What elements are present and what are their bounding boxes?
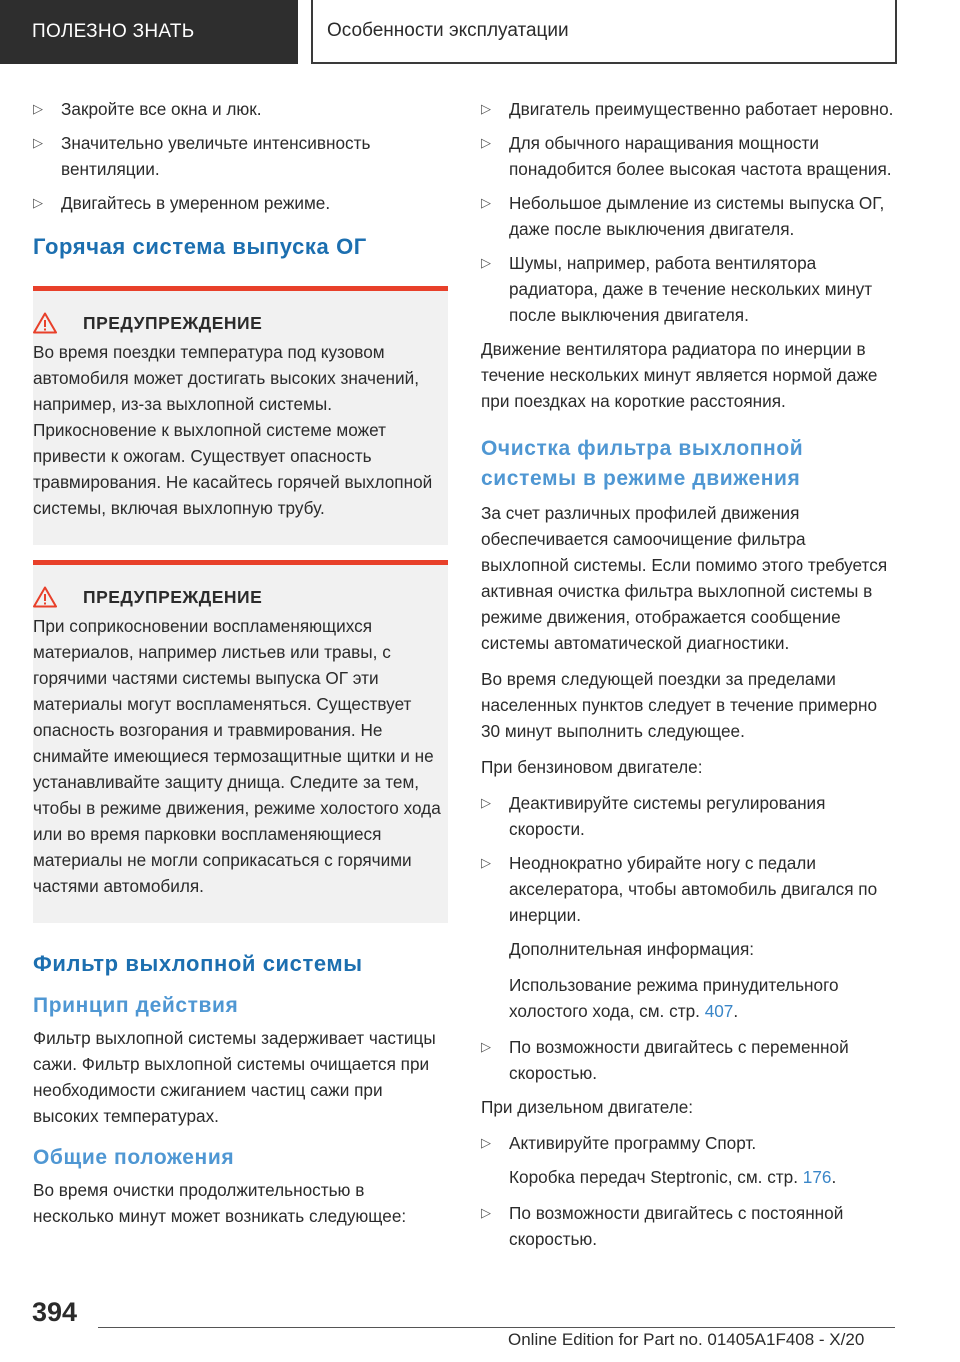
bullet-text: Значительно увеличьте интенсивность вентиляции.	[61, 133, 371, 179]
left-column	[33, 96, 448, 1239]
bullet-text: Двигайтесь в умеренном режиме.	[61, 193, 331, 213]
general-text: Во время очистки продолжительностью в несколько минут может возникать следующее:	[33, 1180, 407, 1226]
bullet-triangle-icon: ▷	[481, 135, 491, 150]
principle-text: Фильтр выхлопной системы задерживает частицы сажи. Фильтр выхлопной системы очищается при необходимости сжиганием частиц сажи при высоких температурах.	[33, 1028, 436, 1126]
trip-text: Во время следующей поездки за пределами населенных пунктов следует в течение примерно 30 минут выполнить следующее.	[481, 669, 878, 741]
page-link-407[interactable]: 407	[704, 1001, 734, 1021]
bullet-triangle-icon: ▷	[33, 135, 43, 150]
list-item	[481, 790, 897, 842]
bullet-triangle-icon: ▷	[481, 795, 491, 810]
bullet-triangle-icon: ▷	[33, 195, 43, 210]
bullet-triangle-icon: ▷	[481, 1135, 491, 1150]
bullet-text: По возможности двигайтесь с постоянной скоростью.	[509, 1203, 844, 1249]
list-item	[33, 190, 448, 216]
bullet-text: Деактивируйте системы регулирования скорости.	[509, 793, 826, 839]
header-title: Особенности эксплуатации	[327, 20, 569, 41]
period: .	[733, 1001, 739, 1021]
warning-text: При соприкосновении воспламеняющихся материалов, например листьев или травы, с горячими частями системы выпуска ОГ эти материалы могут воспламеняться. Существует опасность возгорания и травмирования. Не снимайте имеющиеся термозащитные щитки и не устанавливайте защиту днища. Следите за тем, чтобы в режиме движения, режиме холостого хода или во время парковки воспламеняющиеся материалы не могли соприкасаться с горячими частями автомобиля.	[33, 616, 441, 896]
warning-title-text: ПРЕДУПРЕЖДЕНИЕ	[83, 313, 263, 333]
fan-text: Движение вентилятора радиатора по инерции в течение нескольких минут является нормой даже при поездках на короткие расстояния.	[481, 339, 878, 411]
bullet-text: По возможности двигайтесь с переменной скоростью.	[509, 1037, 849, 1083]
page-number: 394	[32, 1297, 78, 1327]
list-item	[481, 130, 897, 182]
bullet-triangle-icon: ▷	[481, 1039, 491, 1054]
warning-title	[33, 311, 448, 335]
header-section-tab	[0, 0, 298, 64]
bullet-text: Закройте все окна и люк.	[61, 99, 262, 119]
list-item	[481, 1130, 897, 1156]
diesel-label: При дизельном двигателе:	[481, 1097, 694, 1117]
bullet-text: Для обычного наращивания мощности понадобится более высокая частота вращения.	[509, 133, 892, 179]
warning-title-text: ПРЕДУПРЕЖДЕНИЕ	[83, 587, 263, 607]
bullet-triangle-icon: ▷	[481, 255, 491, 270]
coast-reference	[481, 972, 897, 1024]
coast-text: Использование режима принудительного холостого хода, см. стр.	[509, 975, 839, 1021]
heading-general: Общие положения	[33, 1146, 235, 1169]
right-column	[481, 96, 897, 1260]
warning-triangle-icon	[33, 312, 57, 334]
bullet-text: Неоднократно убирайте ногу с педали акселератора, чтобы автомобиль двигался по инерции.	[509, 853, 878, 925]
period: .	[831, 1167, 837, 1187]
list-item	[481, 190, 897, 242]
heading-hot-exhaust: Горячая система выпуска ОГ	[33, 234, 367, 259]
bullet-triangle-icon: ▷	[481, 101, 491, 116]
bullet-text: Шумы, например, работа вентилятора радиатора, даже в течение нескольких минут после выключения двигателя.	[509, 253, 873, 325]
header-section-label: ПОЛЕЗНО ЗНАТЬ	[32, 21, 195, 42]
petrol-label: При бензиновом двигателе:	[481, 757, 703, 777]
warning-text: Во время поездки температура под кузовом автомобиля может достигать высоких значений, например, из-за выхлопной системы. Прикосновение к выхлопной системе может привести к ожогам. Существует опасность травмирования. Не касайтесь горячей выхлопной системы, включая выхлопную трубу.	[33, 342, 433, 518]
list-item	[33, 130, 448, 182]
list-item	[481, 1034, 897, 1086]
warning-box-2	[33, 560, 448, 923]
warning-triangle-icon	[33, 586, 57, 608]
bullet-triangle-icon: ▷	[481, 1205, 491, 1220]
page-link-176[interactable]: 176	[802, 1167, 832, 1187]
list-item	[33, 96, 448, 122]
heading-principle: Принцип действия	[33, 994, 239, 1017]
gearbox-text: Коробка передач Steptronic, см. стр.	[509, 1167, 799, 1187]
list-item	[481, 1200, 897, 1252]
extra-info-label: Дополнительная информация:	[509, 939, 755, 959]
bullet-text: Активируйте программу Спорт.	[509, 1133, 757, 1153]
list-item	[481, 96, 897, 122]
footer-divider	[98, 1327, 895, 1328]
footer-edition: Online Edition for Part no. 01405A1F408 - X/20	[508, 1330, 865, 1349]
warning-title	[33, 585, 448, 609]
heading-cleaning: Очистка фильтра выхлопной системы в режиме движения	[481, 437, 804, 490]
header-title-box	[311, 0, 897, 64]
cleaning-text: За счет различных профилей движения обеспечивается самоочищение фильтра выхлопной системы. Если помимо этого требуется активная очистка фильтра выхлопной системы в режиме движения, отображается сообщение системы автоматической диагностики.	[481, 503, 888, 653]
heading-filter: Фильтр выхлопной системы	[33, 951, 363, 976]
list-item	[481, 850, 897, 928]
gearbox-reference	[481, 1164, 897, 1190]
bullet-triangle-icon: ▷	[33, 101, 43, 116]
bullet-text: Небольшое дымление из системы выпуска ОГ, даже после выключения двигателя.	[509, 193, 885, 239]
warning-box-1	[33, 286, 448, 545]
bullet-triangle-icon: ▷	[481, 195, 491, 210]
list-item	[481, 250, 897, 328]
bullet-text: Двигатель преимущественно работает неровно.	[509, 99, 894, 119]
bullet-triangle-icon: ▷	[481, 855, 491, 870]
